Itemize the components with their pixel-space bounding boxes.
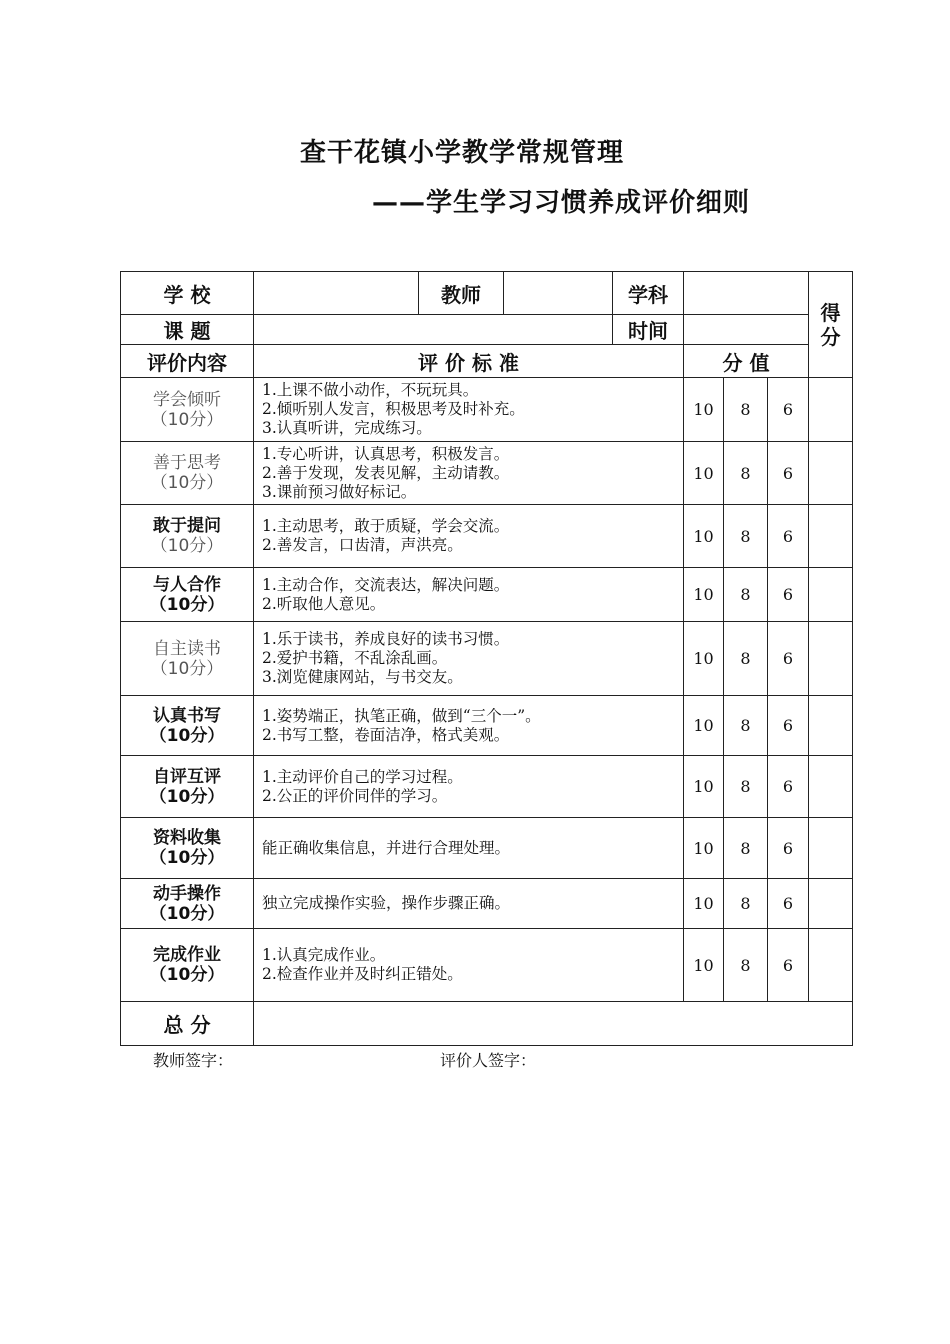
score-option[interactable]: 6 xyxy=(768,818,809,879)
school-field[interactable] xyxy=(254,272,419,315)
criteria-cell xyxy=(254,505,684,568)
criteria-line: 3.浏览健康网站，与书交友。 xyxy=(262,668,463,686)
score-result-cell[interactable] xyxy=(809,622,853,696)
header-row-columns xyxy=(121,345,853,378)
criteria-line: 3.认真听讲，完成练习。 xyxy=(262,419,432,437)
total-field[interactable] xyxy=(254,1002,853,1046)
time-field[interactable] xyxy=(684,315,809,345)
category-name: 完成作业 xyxy=(153,945,221,965)
score-option[interactable]: 6 xyxy=(768,568,809,622)
category-cell xyxy=(121,818,254,879)
criteria-cell xyxy=(254,378,684,442)
document-subtitle: ——学生学习习惯养成评价细则 xyxy=(372,188,751,218)
criteria-line: 1.主动思考，敢于质疑，学会交流。 xyxy=(262,517,510,535)
criteria-line: 3.课前预习做好标记。 xyxy=(262,482,417,501)
score-option[interactable]: 10 xyxy=(684,442,724,505)
category-cell xyxy=(121,442,254,505)
score-option[interactable]: 8 xyxy=(724,879,768,929)
school-label: 学 校 xyxy=(121,272,254,315)
score-option[interactable]: 8 xyxy=(724,442,768,505)
teacher-field[interactable] xyxy=(504,272,613,315)
score-option[interactable]: 8 xyxy=(724,818,768,879)
criteria-line: 2.听取他人意见。 xyxy=(262,594,386,613)
category-points: （10分） xyxy=(150,536,224,556)
category-cell xyxy=(121,622,254,696)
category-name: 资料收集 xyxy=(153,828,221,848)
criteria-line: 1.认真完成作业。 xyxy=(262,946,386,964)
criteria-cell xyxy=(254,568,684,622)
table-row xyxy=(121,442,853,505)
criteria-line: 1.上课不做小动作，不玩玩具。 xyxy=(262,381,479,399)
table-row xyxy=(121,505,853,568)
criteria-cell xyxy=(254,879,684,929)
document-title: 查干花镇小学教学常规管理 xyxy=(300,138,625,168)
time-label: 时间 xyxy=(613,315,684,345)
score-option[interactable]: 10 xyxy=(684,622,724,696)
table-row xyxy=(121,756,853,818)
category-points: （10分） xyxy=(149,786,225,807)
score-option[interactable]: 8 xyxy=(724,929,768,1002)
score-option[interactable]: 10 xyxy=(684,568,724,622)
score-result-cell[interactable] xyxy=(809,505,853,568)
category-name: 善于思考 xyxy=(153,453,221,473)
criteria-cell xyxy=(254,442,684,505)
score-option[interactable]: 6 xyxy=(768,622,809,696)
score-result-cell[interactable] xyxy=(809,818,853,879)
criteria-cell xyxy=(254,622,684,696)
total-row xyxy=(121,1002,853,1046)
score-result-cell[interactable] xyxy=(809,378,853,442)
criteria-line: 2.善发言，口齿清，声洪亮。 xyxy=(262,536,463,554)
score-header xyxy=(809,272,853,378)
category-points: （10分） xyxy=(150,473,224,493)
score-result-cell[interactable] xyxy=(809,442,853,505)
category-cell xyxy=(121,696,254,756)
score-option[interactable]: 8 xyxy=(724,505,768,568)
criteria-line: 2.书写工整，卷面洁净，格式美观。 xyxy=(262,725,510,744)
category-name: 自主读书 xyxy=(153,638,221,659)
category-cell xyxy=(121,568,254,622)
score-option[interactable]: 8 xyxy=(724,378,768,442)
points-label: 分 值 xyxy=(684,345,809,378)
criteria-cell xyxy=(254,929,684,1002)
category-points: （10分） xyxy=(149,903,225,924)
criteria-line: 2.善于发现，发表见解，主动请教。 xyxy=(262,463,510,482)
category-name: 认真书写 xyxy=(153,705,221,726)
category-points: （10分） xyxy=(149,965,225,985)
category-name: 与人合作 xyxy=(153,574,221,595)
score-option[interactable]: 6 xyxy=(768,929,809,1002)
score-result-cell[interactable] xyxy=(809,756,853,818)
score-option[interactable]: 6 xyxy=(768,378,809,442)
score-option[interactable]: 8 xyxy=(724,622,768,696)
criteria-line: 1.专心听讲，认真思考，积极发言。 xyxy=(262,444,510,463)
score-option[interactable]: 10 xyxy=(684,696,724,756)
score-option[interactable]: 8 xyxy=(724,756,768,818)
category-points: （10分） xyxy=(149,594,225,615)
score-option[interactable]: 10 xyxy=(684,378,724,442)
score-option[interactable]: 10 xyxy=(684,879,724,929)
category-name: 自评互评 xyxy=(153,766,221,787)
criteria-line: 1.主动评价自己的学习过程。 xyxy=(262,767,463,786)
category-cell xyxy=(121,879,254,929)
category-name: 学会倾听 xyxy=(153,389,221,410)
table-row xyxy=(121,568,853,622)
criteria-line: 2.公正的评价同伴的学习。 xyxy=(262,786,448,805)
table-row xyxy=(121,929,853,1002)
evaluator-signature-label: 评价人签字： xyxy=(440,1051,537,1070)
score-option[interactable]: 6 xyxy=(768,756,809,818)
criteria-line: 1.主动合作，交流表达，解决问题。 xyxy=(262,575,510,594)
subject-label: 学科 xyxy=(613,272,684,315)
category-points: （10分） xyxy=(149,848,225,868)
criteria-line: 1.姿势端正，执笔正确，做到“三个一”。 xyxy=(262,706,541,725)
category-points: （10分） xyxy=(150,409,224,430)
score-result-cell[interactable] xyxy=(809,568,853,622)
criteria-line: 能正确收集信息，并进行合理处理。 xyxy=(262,838,511,857)
score-option[interactable]: 6 xyxy=(768,505,809,568)
category-cell xyxy=(121,756,254,818)
criteria-label: 评 价 标 准 xyxy=(254,345,684,378)
table-row xyxy=(121,696,853,756)
score-option[interactable]: 10 xyxy=(684,929,724,1002)
score-option[interactable]: 6 xyxy=(768,879,809,929)
table-row xyxy=(121,879,853,929)
subject-field[interactable] xyxy=(684,272,809,315)
header-row-school xyxy=(121,272,853,315)
criteria-cell xyxy=(254,696,684,756)
criteria-line: 2.爱护书籍，不乱涂乱画。 xyxy=(262,649,448,667)
score-option[interactable]: 8 xyxy=(724,696,768,756)
category-cell xyxy=(121,378,254,442)
evaluation-table xyxy=(120,271,853,1046)
score-result-cell[interactable] xyxy=(809,696,853,756)
lesson-label: 课 题 xyxy=(121,315,254,345)
total-label: 总 分 xyxy=(121,1002,254,1046)
score-option[interactable]: 10 xyxy=(684,756,724,818)
criteria-line: 2.检查作业并及时纠正错处。 xyxy=(262,965,463,983)
score-result-cell[interactable] xyxy=(809,879,853,929)
content-label: 评价内容 xyxy=(121,345,254,378)
criteria-line: 2.倾听别人发言，积极思考及时补充。 xyxy=(262,400,525,418)
table-row xyxy=(121,378,853,442)
criteria-line: 1.乐于读书，养成良好的读书习惯。 xyxy=(262,630,510,648)
criteria-line: 独立完成操作实验，操作步骤正确。 xyxy=(262,894,511,912)
category-cell xyxy=(121,505,254,568)
score-option[interactable]: 10 xyxy=(684,818,724,879)
lesson-field[interactable] xyxy=(254,315,613,345)
score-result-cell[interactable] xyxy=(809,929,853,1002)
teacher-signature-label: 教师签字： xyxy=(153,1051,234,1070)
teacher-label: 教师 xyxy=(419,272,504,315)
score-option[interactable]: 8 xyxy=(724,568,768,622)
table-row xyxy=(121,818,853,879)
score-option[interactable]: 10 xyxy=(684,505,724,568)
category-name: 敢于提问 xyxy=(153,516,221,536)
criteria-cell xyxy=(254,756,684,818)
score-header-text: 得 分 xyxy=(820,300,841,349)
category-points: （10分） xyxy=(150,658,224,679)
category-name: 动手操作 xyxy=(153,883,221,904)
category-points: （10分） xyxy=(149,725,225,746)
criteria-cell xyxy=(254,818,684,879)
score-option[interactable]: 6 xyxy=(768,696,809,756)
category-cell xyxy=(121,929,254,1002)
table-row xyxy=(121,622,853,696)
header-row-lesson xyxy=(121,315,853,345)
score-option[interactable]: 6 xyxy=(768,442,809,505)
